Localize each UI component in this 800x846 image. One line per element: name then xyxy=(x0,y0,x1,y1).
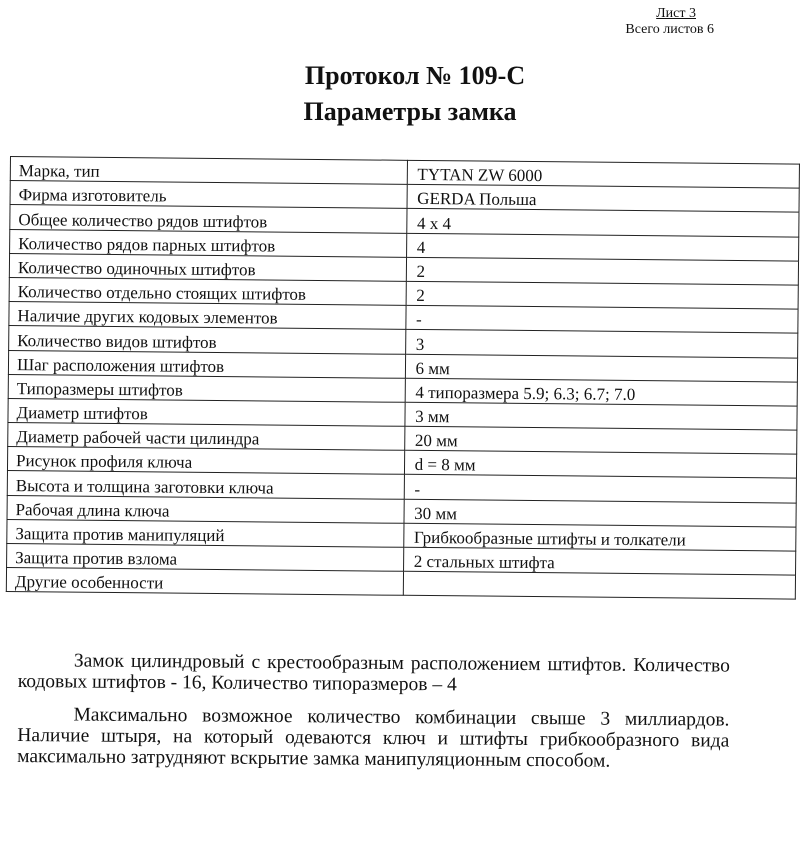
param-name: Защита против манипуляций xyxy=(7,519,404,547)
protocol-title: Протокол № 109-С xyxy=(304,61,526,90)
param-value: 30 мм xyxy=(404,499,797,527)
param-value: - xyxy=(404,475,797,503)
param-value: - xyxy=(405,305,798,333)
param-name: Типоразмеры штифтов xyxy=(8,374,405,402)
param-value: TYTAN ZW 6000 xyxy=(407,160,800,188)
param-value: 2 стальных штифта xyxy=(403,547,796,575)
param-name: Диаметр штифтов xyxy=(8,398,405,426)
param-name: Количество отдельно стоящих штифтов xyxy=(9,277,406,305)
sheet-number: Лист 3 xyxy=(656,6,696,21)
paragraph-combinations: Максимально возможное количество комбинации свыше 3 миллиардов. Наличие штыря, на который одеваются ключ и штифты грибкообразного вида максимально затрудняют вскрытие замка манипуляционным способом. xyxy=(17,704,730,772)
total-sheets: Всего листов 6 xyxy=(625,22,714,37)
description-text xyxy=(17,650,730,785)
param-name: Другие особенности xyxy=(6,568,403,596)
param-name: Диаметр рабочей части цилиндра xyxy=(8,423,405,451)
param-value: 20 мм xyxy=(404,426,797,454)
param-name: Высота и толщина заготовки ключа xyxy=(7,471,404,499)
param-name: Количество видов штифтов xyxy=(9,326,406,354)
param-value: 2 xyxy=(406,257,799,285)
param-value: d = 8 мм xyxy=(404,451,797,479)
param-value: 6 мм xyxy=(405,354,798,382)
param-name: Количество одиночных штифтов xyxy=(9,253,406,281)
param-value xyxy=(403,571,796,599)
param-value: 4 х 4 xyxy=(406,209,799,237)
param-value: 4 типоразмера 5.9; 6.3; 6.7; 7.0 xyxy=(405,378,798,406)
param-name: Количество рядов парных штифтов xyxy=(10,229,407,257)
parameters-title: Параметры замка xyxy=(303,97,517,126)
param-name: Шаг расположения штифтов xyxy=(8,350,405,378)
document-title xyxy=(0,58,800,130)
param-value: Грибкообразные штифты и толкатели xyxy=(403,523,796,551)
param-value: GERDA Польша xyxy=(407,184,800,212)
param-name: Наличие других кодовых элементов xyxy=(9,302,406,330)
sheet-info xyxy=(574,6,714,38)
param-name: Защита против взлома xyxy=(7,543,404,571)
param-value: 3 xyxy=(405,330,798,358)
param-value: 3 мм xyxy=(405,402,798,430)
param-name: Марка, тип xyxy=(10,157,407,185)
table-body xyxy=(6,157,799,600)
param-value: 4 xyxy=(406,233,799,261)
lock-parameters-table xyxy=(6,156,800,600)
paragraph-lock-description: Замок цилиндровый с крестообразным расположением штифтов. Количество кодовых штифтов - 16, Количество типоразмеров – 4 xyxy=(17,650,730,696)
param-name: Фирма изготовитель xyxy=(10,181,407,209)
param-name: Рабочая длина ключа xyxy=(7,495,404,523)
param-name: Рисунок профиля ключа xyxy=(7,447,404,475)
param-name: Общее количество рядов штифтов xyxy=(10,205,407,233)
param-value: 2 xyxy=(406,281,799,309)
